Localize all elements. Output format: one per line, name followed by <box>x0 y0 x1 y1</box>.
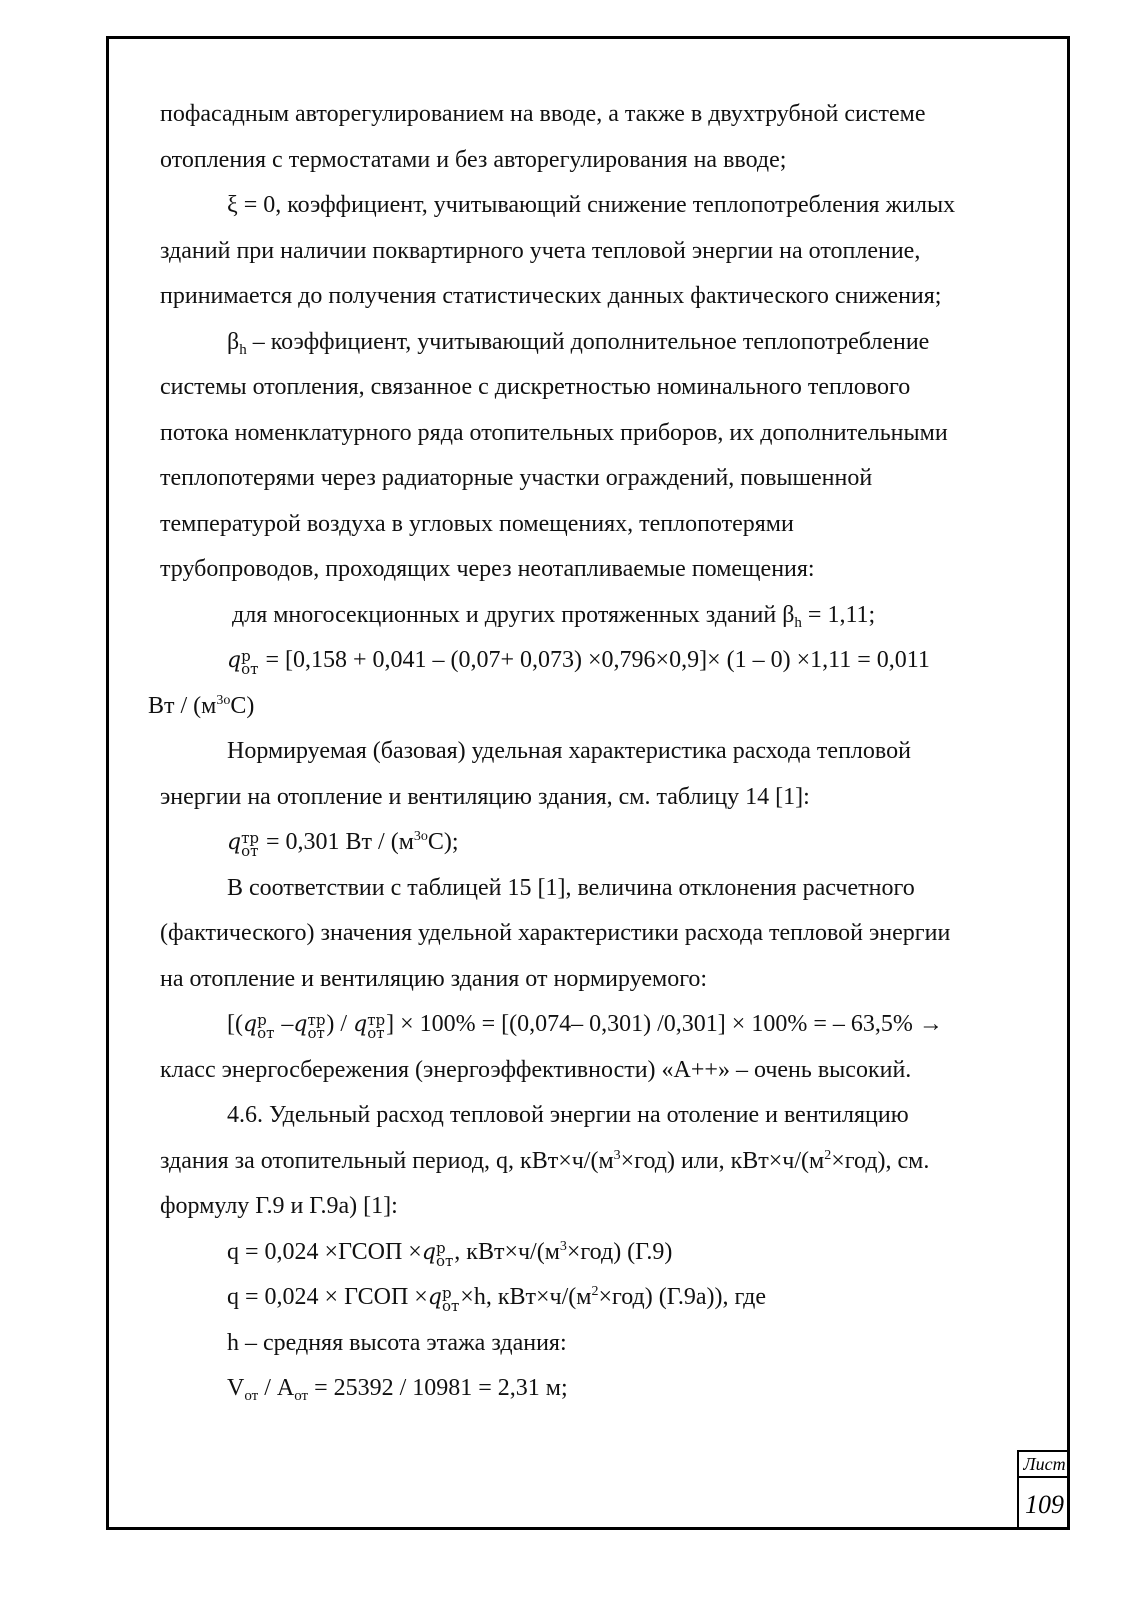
text-line: на отопление и вентиляцию здания от нормируемого: <box>160 965 708 992</box>
text-line: пофасадным авторегулированием на вводе, а также в двухтрубной системе <box>160 101 926 127</box>
text-line: Нормируемая (базовая) удельная характеристика расхода тепловой <box>227 738 911 764</box>
text-line: ξ = 0, коэффициент, учитывающий снижение теплопотребления жилых <box>227 192 956 218</box>
page-number: 109 <box>1025 1490 1064 1519</box>
text-line: для многосекционных и других протяженных зданий $\beta_h = 1,11$; <box>232 601 876 631</box>
formula-deviation: [(q р от –q тр от ) / q тр от ] × 100% = [(0,074– 0,301) /0,301] × 100% = – 63,5% → <box>227 1011 943 1042</box>
formula-g9a: q = 0,024 × ГСОП ×q р от ×h, $кВт\times ч/(м^2\times год)$ (Г.9а)), где <box>227 1284 767 1315</box>
page-body <box>148 92 1040 1412</box>
text-line: (фактического) значения удельной характеристики расхода тепловой энергии <box>160 920 951 946</box>
text-line: отопления с термостатами и без авторегулирования на вводе; <box>160 146 787 173</box>
text-line: системы отопления, связанное с дискретностью номинального теплового <box>160 374 911 400</box>
text-line: h – средняя высота этажа здания: <box>227 1329 567 1356</box>
text-line: В соответствии с таблицей 15 [1], величина отклонения расчетного <box>227 874 915 901</box>
text-line: трубопроводов, проходящих через неотапливаемые помещения: <box>160 556 815 582</box>
text-line: потока номенклатурного ряда отопительных приборов, их дополнительными <box>160 419 948 446</box>
text-line: $\beta_h$ – коэффициент, учитывающий дополнительное теплопотребление <box>227 328 930 358</box>
formula-floor-height: $V_{от} / A_{от} = 25392 / 10981 = 2,31$ м; <box>227 1375 568 1404</box>
text-line: формулу Г.9 и Г.9а) [1]: <box>160 1193 398 1219</box>
text-line: температурой воздуха в угловых помещениях, теплопотерями <box>160 510 794 537</box>
formula-q-calc: q р от = [0,158 + 0,041 – (0,07+ 0,073) ×0,796×0,9]× (1 – 0) ×1,11 = 0,011 <box>227 647 930 678</box>
sheet-stamp <box>1017 1450 1070 1530</box>
sheet-label: Лист <box>1019 1452 1070 1478</box>
text-line: теплопотерями через радиаторные участки ограждений, повышенной <box>160 465 873 491</box>
text-line: энергии на отопление и вентиляцию здания, см. таблицу 14 [1]: <box>160 783 810 810</box>
text-line: принимается до получения статистических данных фактического снижения; <box>160 283 942 309</box>
text-line: зданий при наличии поквартирного учета тепловой энергии на отопление, <box>160 237 921 264</box>
text-line: здания за отопительный период, q, $кВт\times ч/(м^3\times год)$ или, $кВт\times ч/(м^2\times год)$, см. <box>160 1147 930 1174</box>
section-heading: 4.6. Удельный расход тепловой энергии на отоление и вентиляцию <box>227 1102 909 1128</box>
formula-g9: q = 0,024 ×ГСОП ×q р от , $кВт\times ч/(м^3\times год)$ (Г.9) <box>227 1238 673 1270</box>
formula-q-norm: q тр от = 0,301 Вт / $(м^{3о}С)$; <box>227 829 459 860</box>
text-line: Вт / $(м^{3о}С)$ <box>148 692 255 719</box>
text-line: класс энергосбережения (энергоэффективности) «А++» – очень высокий. <box>160 1056 912 1083</box>
